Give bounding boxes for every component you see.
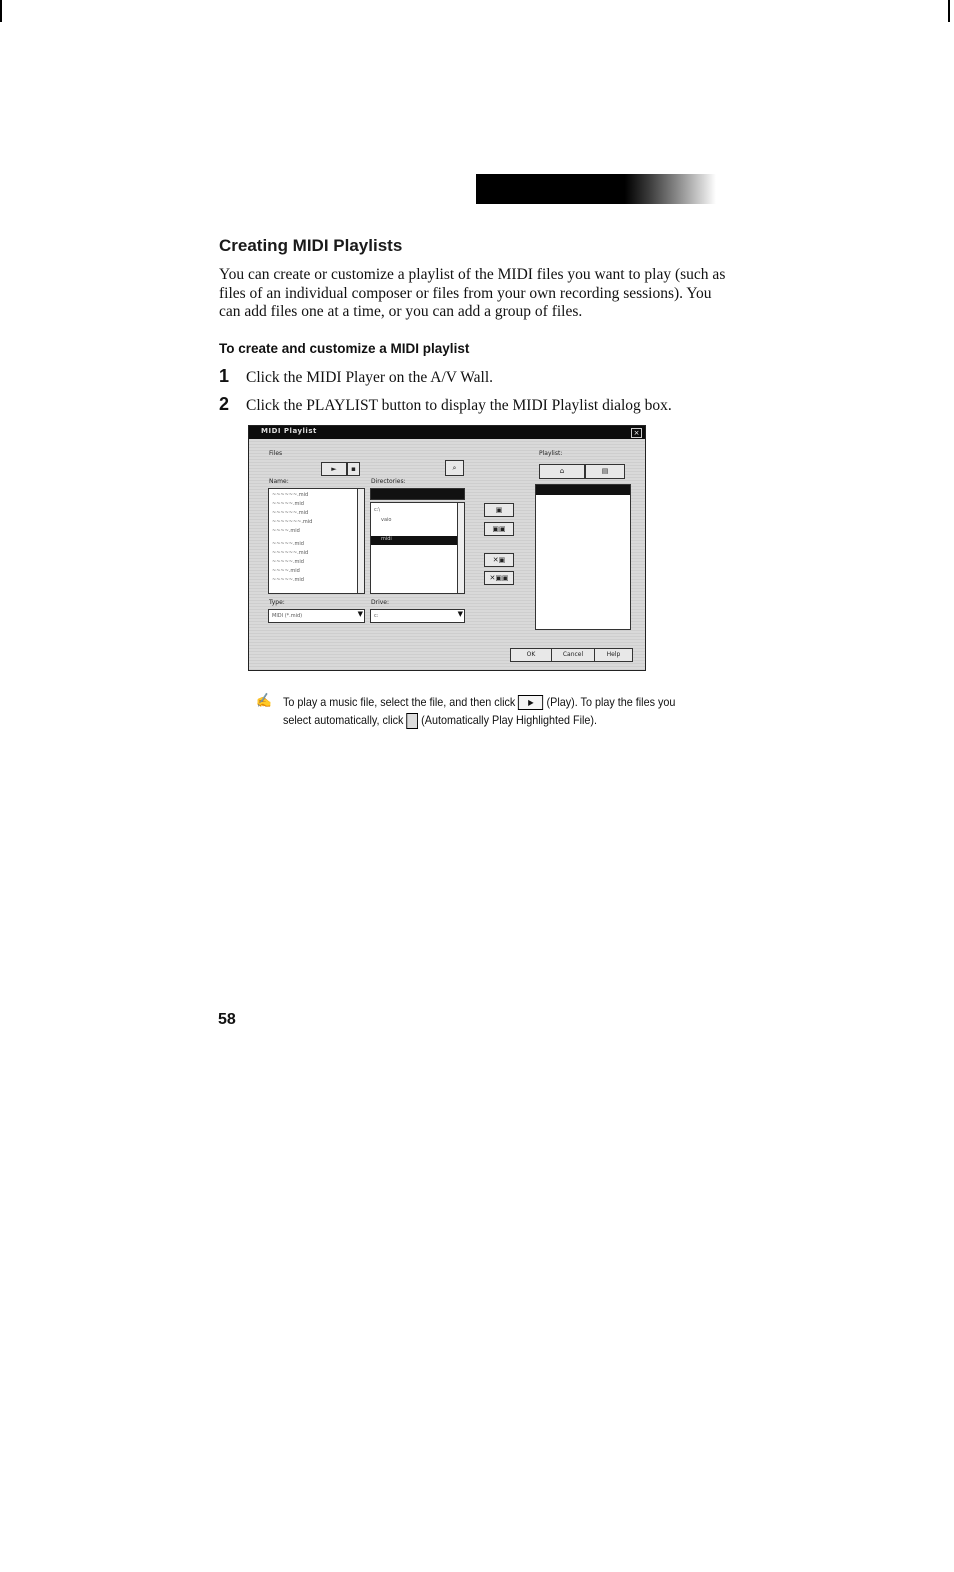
selected-playlist-item[interactable] [536, 485, 630, 495]
file-list-scrollbar[interactable] [357, 489, 364, 593]
type-label: Type: [269, 599, 285, 606]
list-item[interactable]: ~~~~~~~.mid [272, 519, 313, 525]
note-line-1 [283, 694, 675, 711]
name-label: Name: [269, 478, 289, 485]
dialog-titlebar [249, 426, 645, 439]
list-item[interactable]: ~~~~~~.mid [272, 510, 309, 516]
list-item[interactable]: ~~~~~.mid [272, 559, 304, 565]
note-text-part4: (Automatically Play Highlighted File). [421, 713, 598, 727]
note-text-part1: To play a music file, select the file, and then click [283, 695, 516, 709]
remove-all-files-button[interactable]: ✕▣▣ [484, 571, 514, 585]
pen-note-icon: ✍ [256, 692, 272, 708]
chapter-header-bar [476, 174, 716, 204]
directory-path-field[interactable] [370, 488, 465, 500]
list-item[interactable]: ~~~~~~.mid [272, 492, 309, 498]
procedure-heading: To create and customize a MIDI playlist [219, 341, 470, 356]
step-number: 1 [219, 366, 230, 386]
list-item[interactable]: ~~~~~~.mid [272, 550, 309, 556]
search-button[interactable] [445, 460, 464, 476]
list-item[interactable]: ~~~~.mid [272, 528, 300, 534]
play-button[interactable]: ► [321, 462, 347, 476]
intro-paragraph: You can create or customize a playlist of the MIDI files you want to play (such as files of an individual composer or files from your own recording sessions). You can add files one at a time, or you can add a group of files. [219, 266, 726, 320]
folder-item[interactable]: vaio [381, 517, 392, 523]
drive-select[interactable] [370, 609, 465, 623]
chevron-down-icon: ▼ [357, 610, 363, 618]
page-number: 58 [218, 1011, 236, 1028]
add-file-button[interactable]: ▣ [484, 503, 514, 517]
scan-edge-mark-right [948, 0, 950, 22]
midi-playlist-dialog [248, 425, 646, 671]
directory-scrollbar[interactable] [457, 503, 464, 593]
type-select[interactable] [268, 609, 365, 623]
drive-label: Drive: [371, 599, 390, 606]
remove-file-button[interactable]: ✕▣ [484, 553, 514, 567]
scan-edge-mark-left [0, 0, 2, 22]
save-playlist-button[interactable] [585, 464, 625, 479]
step-text: Click the MIDI Player on the A/V Wall. [246, 369, 494, 386]
list-item[interactable]: ~~~~.mid [272, 568, 300, 574]
auto-play-button[interactable]: ▪ [347, 462, 360, 476]
list-item[interactable]: ~~~~~.mid [272, 501, 304, 507]
files-label: Files [269, 450, 283, 457]
selected-folder[interactable]: midi [371, 536, 463, 545]
section-title: Creating MIDI Playlists [219, 236, 403, 255]
add-all-files-button[interactable]: ▣▣ [484, 522, 514, 536]
list-item[interactable]: ~~~~~.mid [272, 577, 304, 583]
directories-label: Directories: [371, 478, 406, 485]
auto-play-icon [406, 713, 418, 729]
type-value: MIDI (*.mid) [272, 613, 303, 619]
file-name-list[interactable] [268, 488, 365, 594]
drive-value: c: [374, 613, 379, 619]
step-text: Click the PLAYLIST button to display the MIDI Playlist dialog box. [246, 397, 672, 414]
step-number: 2 [219, 394, 230, 414]
note-text-part2: (Play). To play the files you [546, 695, 676, 709]
list-item[interactable]: ~~~~~.mid [272, 541, 304, 547]
note-text-part3: select automatically, click [283, 713, 404, 727]
playlist-label: Playlist: [539, 450, 563, 457]
help-button[interactable]: Help [594, 648, 633, 662]
directory-tree[interactable] [370, 502, 465, 594]
dialog-title: MIDI Playlist [261, 427, 317, 435]
magnifier-icon: ⌕ [452, 464, 457, 472]
playlist-list[interactable] [535, 484, 631, 630]
play-icon: ▶ [518, 695, 543, 710]
save-disk-icon: ▤ [601, 467, 609, 475]
folder-item[interactable]: c:\ [374, 507, 381, 513]
ok-button[interactable]: OK [510, 648, 552, 662]
close-icon[interactable]: × [631, 428, 642, 438]
folder-open-icon: ⌂ [559, 467, 565, 475]
cancel-button[interactable]: Cancel [551, 648, 595, 662]
open-playlist-button[interactable] [539, 464, 585, 479]
note-line-2 [283, 712, 597, 729]
chevron-down-icon: ▼ [457, 610, 463, 618]
